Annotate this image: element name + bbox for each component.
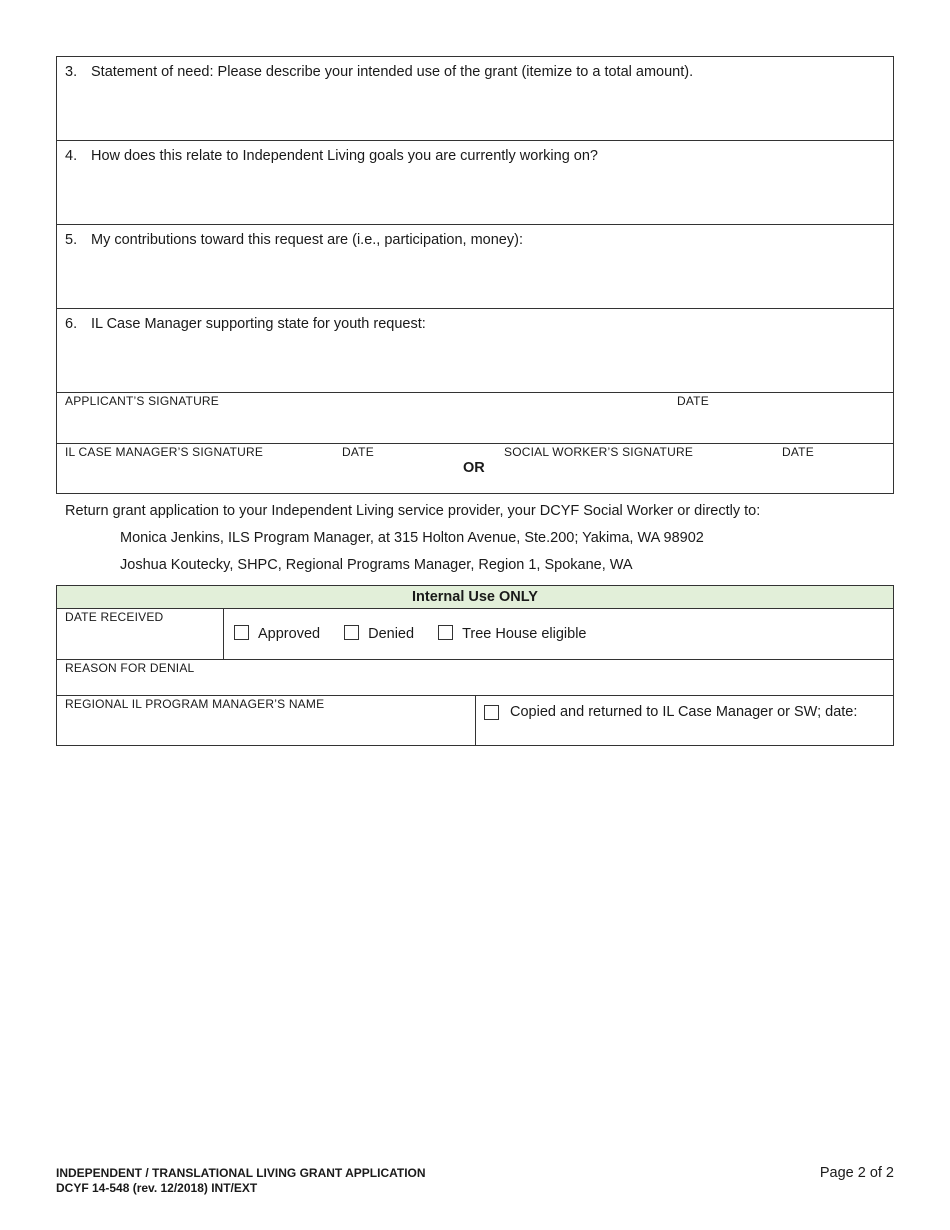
tree-house-checkbox[interactable]	[438, 625, 453, 640]
manager-name-row	[57, 696, 893, 745]
question-3[interactable]	[57, 57, 893, 141]
applicant-signature-row[interactable]	[57, 393, 893, 444]
question-text: How does this relate to Independent Living goals you are currently working on?	[91, 148, 598, 164]
divider	[223, 609, 224, 659]
question-6[interactable]	[57, 309, 893, 393]
question-4[interactable]	[57, 141, 893, 225]
applicant-date-label: DATE	[677, 394, 709, 408]
internal-use-header: Internal Use ONLY	[57, 586, 893, 609]
question-number: 3.	[65, 64, 78, 80]
question-number: 4.	[65, 148, 78, 164]
case-manager-signature-row[interactable]	[57, 444, 893, 493]
question-number: 5.	[65, 232, 78, 248]
page-number: Page 2 of 2	[819, 1165, 894, 1181]
approved-label: Approved	[258, 626, 321, 642]
tree-house-label: Tree House eligible	[462, 626, 587, 642]
question-text: IL Case Manager supporting state for youth request:	[91, 316, 426, 332]
question-5[interactable]	[57, 225, 893, 309]
contact-monica-jenkins: Monica Jenkins, ILS Program Manager, at 315 Holton Avenue, Ste.200; Yakima, WA 98902	[120, 530, 704, 546]
contact-joshua-koutecky: Joshua Koutecky, SHPC, Regional Programs Manager, Region 1, Spokane, WA	[120, 557, 633, 573]
denied-checkbox[interactable]	[344, 625, 359, 640]
question-text: Statement of need: Please describe your intended use of the grant (itemize to a total amount).	[91, 64, 694, 80]
or-label: OR	[463, 460, 485, 476]
approved-option[interactable]	[234, 625, 320, 642]
denied-option[interactable]	[344, 625, 414, 642]
grant-form-table	[56, 56, 894, 494]
applicant-signature-label: APPLICANT’S SIGNATURE	[65, 394, 220, 408]
reason-for-denial-label: REASON FOR DENIAL	[65, 661, 195, 675]
copied-label: Copied and returned to IL Case Manager or SW; date:	[510, 704, 858, 720]
tree-house-option[interactable]	[438, 625, 586, 642]
case-manager-signature-label: IL CASE MANAGER’S SIGNATURE	[65, 445, 264, 459]
footer-form-number: DCYF 14-548 (rev. 12/2018) INT/EXT	[56, 1181, 258, 1195]
divider	[475, 696, 476, 745]
decision-options	[234, 625, 606, 642]
social-worker-signature-label: SOCIAL WORKER’S SIGNATURE	[504, 445, 694, 459]
date-received-label: DATE RECEIVED	[65, 610, 164, 624]
copied-checkbox[interactable]	[484, 705, 499, 720]
date-received-row	[57, 609, 893, 660]
question-text: My contributions toward this request are (i.e., participation, money):	[91, 232, 523, 248]
reason-for-denial-row[interactable]	[57, 660, 893, 696]
social-worker-date-label: DATE	[782, 445, 814, 459]
internal-use-table	[56, 585, 894, 746]
question-number: 6.	[65, 316, 78, 332]
return-instructions: Return grant application to your Independent Living service provider, your DCYF Social Worker or directly to:	[65, 503, 761, 519]
approved-checkbox[interactable]	[234, 625, 249, 640]
denied-label: Denied	[368, 626, 415, 642]
case-manager-date-label: DATE	[342, 445, 374, 459]
manager-name-label: REGIONAL IL PROGRAM MANAGER’S NAME	[65, 697, 325, 711]
footer-form-title: INDEPENDENT / TRANSLATIONAL LIVING GRANT APPLICATION	[56, 1166, 426, 1180]
